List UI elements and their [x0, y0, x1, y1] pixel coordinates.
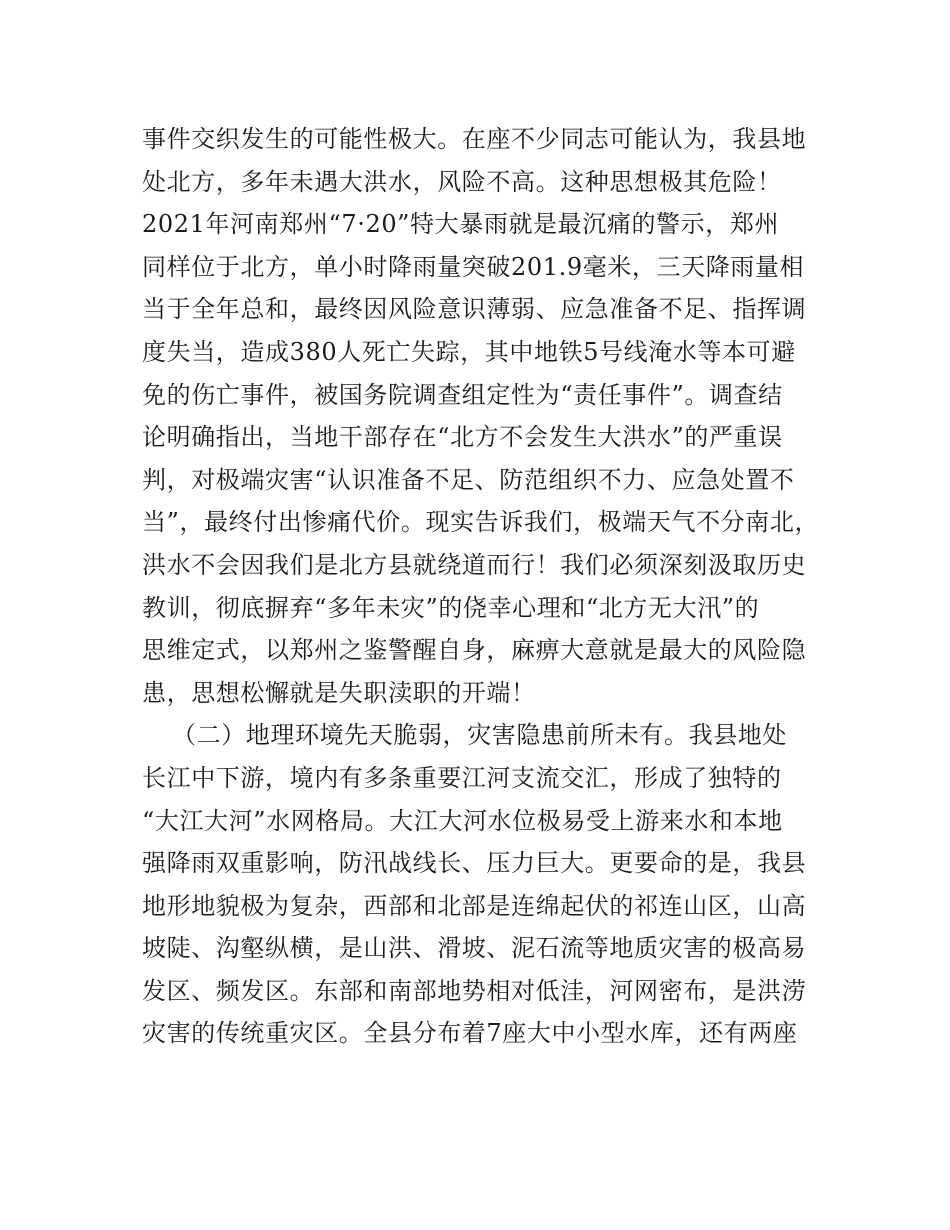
text-line: 强降雨双重影响，防汛战线长、压力巨大。更要命的是，我县: [142, 849, 807, 878]
text-line: 度失当，造成380人死亡失踪，其中地铁5号线淹水等本可避: [142, 337, 796, 366]
text-line: 洪水不会因我们是北方县就绕道而行！我们必须深刻汲取历史: [142, 550, 807, 579]
text-line: 坡陡、沟壑纵横，是山洪、滑坡、泥石流等地质灾害的极高易: [142, 934, 807, 963]
text-line: 地形地貌极为复杂，西部和北部是连绵起伏的祁连山区，山高: [142, 891, 807, 920]
text-line: 发区、频发区。东部和南部地势相对低洼，河网密布，是洪涝: [142, 976, 807, 1005]
text-line: 判，对极端灾害“认识准备不足、防范组织不力、应急处置不: [142, 465, 795, 494]
section-heading-line: （二）地理环境先天脆弱，灾害隐患前所未有。我县地处: [172, 721, 787, 750]
text-line: 长江中下游，境内有多条重要江河支流交汇，形成了独特的: [142, 763, 782, 792]
text-line: 2021年河南郑州“7·20”特大暴雨就是最沉痛的警示，郑州: [142, 210, 780, 239]
text-line: “大江大河”水网格局。大江大河水位极易受上游来水和本地: [142, 806, 783, 835]
text-line: 同样位于北方，单小时降雨量突破201.9毫米，三天降雨量相: [142, 252, 805, 281]
text-line: 论明确指出，当地干部存在“北方不会发生大洪水”的严重误: [142, 423, 783, 452]
text-line: 处北方，多年未遇大洪水，风险不高。这种思想极其危险！: [142, 167, 782, 196]
text-line: 当”，最终付出惨痛代价。现实告诉我们，极端天气不分南北，: [142, 508, 820, 537]
text-line: 患，思想松懈就是失职渎职的开端！: [142, 678, 536, 707]
body-text: [142, 118, 822, 1055]
text-line: 思维定式，以郑州之鉴警醒自身，麻痹大意就是最大的风险隐: [142, 636, 807, 665]
text-line: 事件交织发生的可能性极大。在座不少同志可能认为，我县地: [142, 125, 807, 153]
text-line: 免的伤亡事件，被国务院调查组定性为“责任事件”。调查结: [142, 380, 783, 409]
text-line: 教训，彻底摒弃“多年未灾”的侥幸心理和“北方无大汛”的: [142, 593, 760, 622]
text-line: 灾害的传统重灾区。全县分布着7座大中小型水库，还有两座: [142, 1019, 798, 1048]
text-line: 当于全年总和，最终因风险意识薄弱、应急准备不足、指挥调: [142, 295, 807, 324]
